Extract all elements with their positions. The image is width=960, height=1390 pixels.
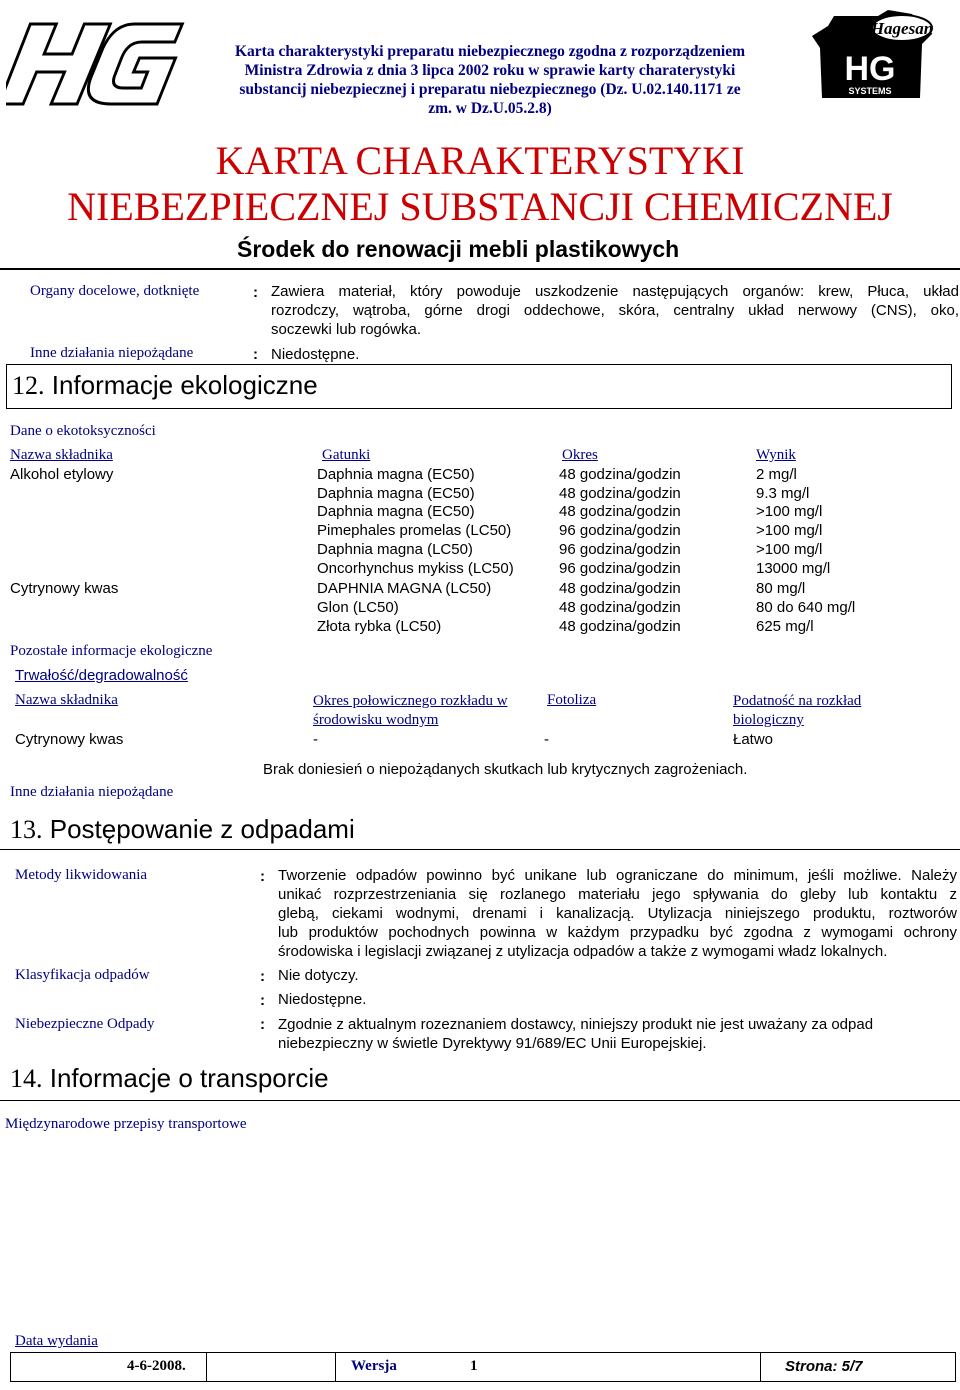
document-title [0,138,960,230]
organs-text-line: Zawiera materiał, który powoduje uszkodzenie następujących organów: krew, Płuca, układ [271,283,959,300]
title-line-2: NIEBEZPIECZNEJ SUBSTANCJI CHEMICZNEJ [67,184,893,229]
row-period: 48 godzina/godzin [559,599,681,616]
row-result: 9.3 mg/l [756,485,810,502]
waste-extra-value: Niedostępne. [278,991,367,1008]
disposal-line: Tworzenie odpadów powinno być unikane lub ograniczane do minimum, jeśli możliwe. Należy [278,867,957,884]
disposal-methods-colon: : [260,868,265,885]
footer-sep-3 [760,1352,761,1382]
row-period: 96 godzina/godzin [559,522,681,539]
section-13-divider [0,849,960,850]
row-result: 80 mg/l [756,580,806,597]
disposal-line: lub produktów pochodnych powinna w każdym przypadku być zgodna z wymogami ochrony [278,924,957,941]
disposal-line: glebą, ciekami wodnymi, drenami i kanalizacją. Utylizacja niniejszego produktu, roztworów [278,905,957,922]
persist-photolysis: - [544,731,549,748]
row-result: >100 mg/l [756,541,823,558]
persist-component: Cytrynowy kwas [15,731,124,748]
row-species: Daphnia magna (EC50) [317,503,475,520]
row-component: Cytrynowy kwas [10,580,119,597]
persist-halflife: - [313,731,318,748]
regulation-line: zm. w Dz.U.05.2.8) [428,100,552,117]
persist-col-halflife-line1: Okres połowicznego rozkładu w [313,693,508,709]
persist-col-halflife [313,692,508,730]
hazardous-waste-colon: : [260,1016,265,1033]
persist-col-halflife-line2: środowisku wodnym [313,712,439,728]
hazardous-waste-text [278,1015,957,1053]
footer-sep-2 [335,1352,336,1382]
persist-bio: Łatwo [733,731,774,748]
disposal-methods-text [278,866,957,961]
row-species: Daphnia magna (LC50) [317,541,473,558]
row-period: 96 godzina/godzin [559,560,681,577]
hazardous-line: Zgodnie z aktualnym rozeznaniem dostawcy, niniejszy produkt nie jest uważany za odpad [278,1016,874,1033]
hg-logo-text: HG [98,72,100,73]
waste-classification-label: Klasyfikacja odpadów [15,967,150,983]
row-result: 625 mg/l [756,618,814,635]
hagesan-wordmark: Hagesan [870,19,934,38]
title-line-1: KARTA CHARAKTERYSTYKI [215,138,745,183]
row-species: Daphnia magna (EC50) [317,485,475,502]
section-14-title: Informacje o transporcie [49,1063,329,1093]
row-period: 48 godzina/godzin [559,503,681,520]
other-effects-value: Niedostępne. [271,346,360,363]
issue-date-value: 4-6-2008. [127,1358,186,1374]
hazardous-line: niebezpieczny w świetle Dyrektywy 91/689/EC Unii Europejskiej. [278,1035,707,1052]
waste-extra-colon: : [260,992,265,1009]
persist-col-bio [733,692,861,730]
other-eco-info-label: Pozostałe informacje ekologiczne [10,643,213,659]
regulation-line: Ministra Zdrowia z dnia 3 lipca 2002 roku w sprawie karty charaterystyki [244,62,736,79]
row-period: 48 godzina/godzin [559,580,681,597]
disposal-methods-label: Metody likwidowania [15,867,148,883]
product-name: Środek do renowacji mebli plastikowych [237,236,680,262]
organs-text-line: rozrodczy, wątroba, górne drogi oddechowe, skóra, centralny układ nerwowy (CNS), oko, [271,302,959,319]
row-species: Złota rybka (LC50) [317,618,442,635]
other-effects-label: Inne działania niepożądane [30,345,194,361]
other-effects-colon: : [253,346,258,363]
disposal-line: środowiska i legislacji związanej z utylizacja odpadów a także z wymogami władz lokalnych. [278,943,888,960]
header-divider [0,268,960,270]
organs-label: Organy docelowe, dotknięte [30,283,200,299]
row-period: 96 godzina/godzin [559,541,681,558]
regulation-block [205,42,775,118]
intl-transport-label: Międzynarodowe przepisy transportowe [5,1116,247,1132]
version-label: Wersja [351,1358,397,1374]
regulation-line: Karta charakterystyki preparatu niebezpiecznego zgodna z rozporządzeniem [235,43,745,60]
row-species: Daphnia magna (EC50) [317,466,475,483]
footer-sep-1 [206,1352,207,1382]
row-result: 13000 mg/l [756,560,831,577]
persist-col-bio-line2: biologiczny [733,712,804,728]
persist-col-bio-line1: Podatność na rozkład [733,693,862,709]
waste-classification-value: Nie dotyczy. [278,967,359,984]
organs-text-line: soczewki lub rogówka. [271,321,422,338]
row-result: 80 do 640 mg/l [756,599,856,616]
hagesan-logo [808,8,936,100]
hagesan-systems: SYSTEMS [848,86,892,96]
hagesan-hg: HG [844,50,896,88]
organs-colon: : [253,284,258,301]
col-result: Wynik [756,447,796,463]
waste-classification-colon: : [260,968,265,985]
persist-col-photolysis: Fotoliza [547,692,597,708]
adverse-effects-label: Inne działania niepożądane [10,784,174,800]
section-13-number: 13. [10,815,43,844]
section-13-title: Postępowanie z odpadami [49,814,355,844]
persistence-label: Trwałość/degradowalność [15,667,188,684]
row-result: >100 mg/l [756,522,823,539]
version-value: 1 [470,1358,478,1374]
col-component: Nazwa składnika [10,447,113,463]
row-period: 48 godzina/godzin [559,466,681,483]
section-12-heading [12,370,318,401]
ecotox-label: Dane o ekotoksyczności [10,423,156,439]
col-species: Gatunki [322,447,371,463]
section-14-number: 14. [10,1064,43,1093]
section-12-title: Informacje ekologiczne [51,370,318,400]
row-component: Alkohol etylowy [10,466,114,483]
hazardous-waste-label: Niebezpieczne Odpady [15,1016,155,1032]
row-period: 48 godzina/godzin [559,618,681,635]
row-result: 2 mg/l [756,466,797,483]
section-14-divider [0,1100,960,1101]
organs-text [271,282,959,339]
section-14-heading [10,1063,329,1094]
regulation-line: substancij niebezpiecznej i preparatu niebezpiecznego (Dz. U.02.140.1171 ze [239,81,741,98]
row-species: Glon (LC50) [317,599,399,616]
row-period: 48 godzina/godzin [559,485,681,502]
hg-logo [6,12,192,114]
row-species: DAPHNIA MAGNA (LC50) [317,580,492,597]
page-number: Strona: 5/7 [785,1358,863,1375]
row-species: Pimephales promelas (LC50) [317,522,512,539]
disposal-line: unikać rozprzestrzeniania się rozlanego materiału jego spływania do gleby lub kontaktu z [278,886,957,903]
col-period: Okres [562,447,598,463]
persist-col-component: Nazwa składnika [15,692,118,708]
adverse-effects-text: Brak doniesień o niepożądanych skutkach lub krytycznych zagrożeniach. [263,761,748,778]
section-12-number: 12. [12,371,45,400]
issue-date-label: Data wydania [15,1333,98,1349]
section-13-heading [10,814,355,845]
row-species: Oncorhynchus mykiss (LC50) [317,560,514,577]
row-result: >100 mg/l [756,503,823,520]
